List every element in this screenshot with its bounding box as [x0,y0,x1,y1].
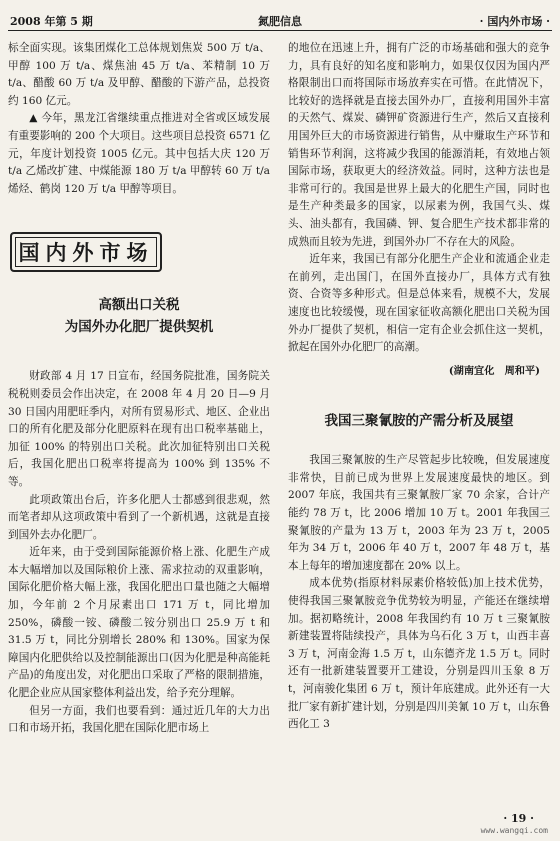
author-byline: (湖南宜化 周和平) [448,364,540,377]
left-column [8,40,270,738]
paragraph: 近年来，由于受到国际能源价格上涨、化肥生产成本大幅增加以及国际粮价上涨、需求拉动的双重影响，国际化肥价格大幅上涨，我国化肥出口量也随之大幅增加，今年前 2 个月尿素出口 171 万 t，同比增加 250%，磷酸一铵、磷酸二铵分别出口 25.9 万 t 和 31.5 万 t，同比分别增长 280% 和 130%。国家为保障国内化肥供给以及控制能源出口(因为化肥是种高能耗产品)的角度出发，对化肥出口采取了严格的限制措施，化肥企业应从国家整体利益出发，给予充分理解。 [8,546,270,700]
issue-label: 2008 年第 5 期 [10,15,93,28]
paragraph: ▲ 今年，黑龙江省继续重点推进对全省或区域发展有重要影响的 200 个大项目。这些项目总投资 6571 亿元，年度计划投资 1005 亿元。其中包括大庆 120 万 t/a 乙烯改扩建、中煤能源 180 万 t/a 甲醇转 60 万 t/a 烯烃、鹤岗 120 万 t/a 甲醇等项目。 [8,112,270,195]
section-label: · 国内外市场 · [479,15,550,28]
journal-title: 氮肥信息 [258,15,302,28]
paragraph: 成本优势(指原材料尿素价格较低)加上技术优势，使得我国三聚氰胺竞争优势较为明显，产能还在继续增加。据初略统计，2008 年我国约有 10 万 t 三聚氰胺新建装置将陆续投产，具体为乌石化 3 万 t，山西丰喜 3 万 t，河南金海 1.5 万 t，山东德齐龙 1.5 万 t。同时还有一批新建装置要开工建设，分别是四川玉象 8 万 t，河南骏化集团 6 万 t，预计年底建成。此外还有一大批厂家有新扩建计划，分别是四川美氰 10 万 t，山东鲁西化工 3 [288,577,550,731]
paragraph: 的地位在迅速上升，拥有广泛的市场基础和强大的竞争力，具有良好的知名度和影响力，如果仅仅因为国内严格限制出口而将国际市场放弃实在可惜。在此情况下，比较好的选择就是直接去国外办厂，直接利用国外丰富的天然气、煤炭、磷钾矿资源进行生产，然后又直接利用国外巨大的市场资源进行销售，从中赚取生产环节和销售环节利润，这将减少我国的能源消耗，有效地占领国际市场，获取更大的经济效益。同时，这种方法也是非常可行的。我国是世界上最大的化肥生产国，同时也是生产种类最多的国家，以尿素为例，我国气头、煤头、油头都有，我国磷、钾、复合肥生产技术都非常的成熟而且较为先进，到国外办厂不存在大的风险。 [288,42,550,248]
watermark: www.wangqi.com [480,826,548,835]
paragraph: 我国三聚氰胺的生产尽管起步比较晚，但发展速度非常快，目前已成为世界上发展速度最快的地区。到 2007 年底，我国共有三聚氰胺厂家 70 余家，合计产能约 78 万 t，比 2006 增加 10 万 t。2001 年我国三聚氰胺的产量为 13 万 t，2003 年为 23 万 t，2005 年为 34 万 t，2006 年 40 万 t，2007 年 48 万 t，基本上每年的增加速度都在 20% 以上。 [288,454,550,572]
paragraph: 此项政策出台后，许多化肥人士都感到很悲观，然而笔者却从这项政策中看到了一个新机遇，这就是直接到国外去办化肥厂。 [8,493,270,541]
article-title-line1: 高额出口关税 [98,297,180,314]
article-title: 我国三聚氰胺的产需分析及展望 [324,413,514,430]
running-header [8,10,552,31]
paragraph: 但另一方面，我们也要看到：通过近几年的大力出口和市场开拓，我国化肥在国际化肥市场上 [8,704,270,735]
paragraph: 财政部 4 月 17 日宣布，经国务院批准，国务院关税税则委员会作出决定，在 2008 年 4 月 20 日—9 月 30 日国内用肥旺季内，对所有贸易形式、地区、企业出口的所有化肥及部分化肥原料在现有出口税率基础上，加征 100% 的特别出口关税。此次加征特别出口关税后，我国化肥出口税率将提高为 100% 到 135% 不等。 [8,370,270,488]
article-title-line2: 为国外办化肥厂提供契机 [64,319,214,336]
paragraph: 近年来，我国已有部分化肥生产企业和流通企业走在前列，走出国门，在国外直接办厂，具体方式有独资、合资等多种形式。但是总体来看，规模不大，发展速度也比较缓慢，现在国家征收高额化肥出口关税为国外办厂提供了契机，相信一定有企业会抓住这一契机，掀起在国外办化肥厂的高潮。 [288,253,550,354]
page-number: · 19 · [503,812,534,825]
right-column [288,40,550,734]
paragraph: 标全面实现。该集团煤化工总体规划焦炭 500 万 t/a、甲醇 100 万 t/a、煤焦油 45 万 t/a、苯精制 10 万 t/a、醋酸 60 万 t/a 及甲醇、醋酸的下游产品，总投资约 160 亿元。 [8,42,270,107]
section-banner: 国内外市场 [10,232,162,272]
